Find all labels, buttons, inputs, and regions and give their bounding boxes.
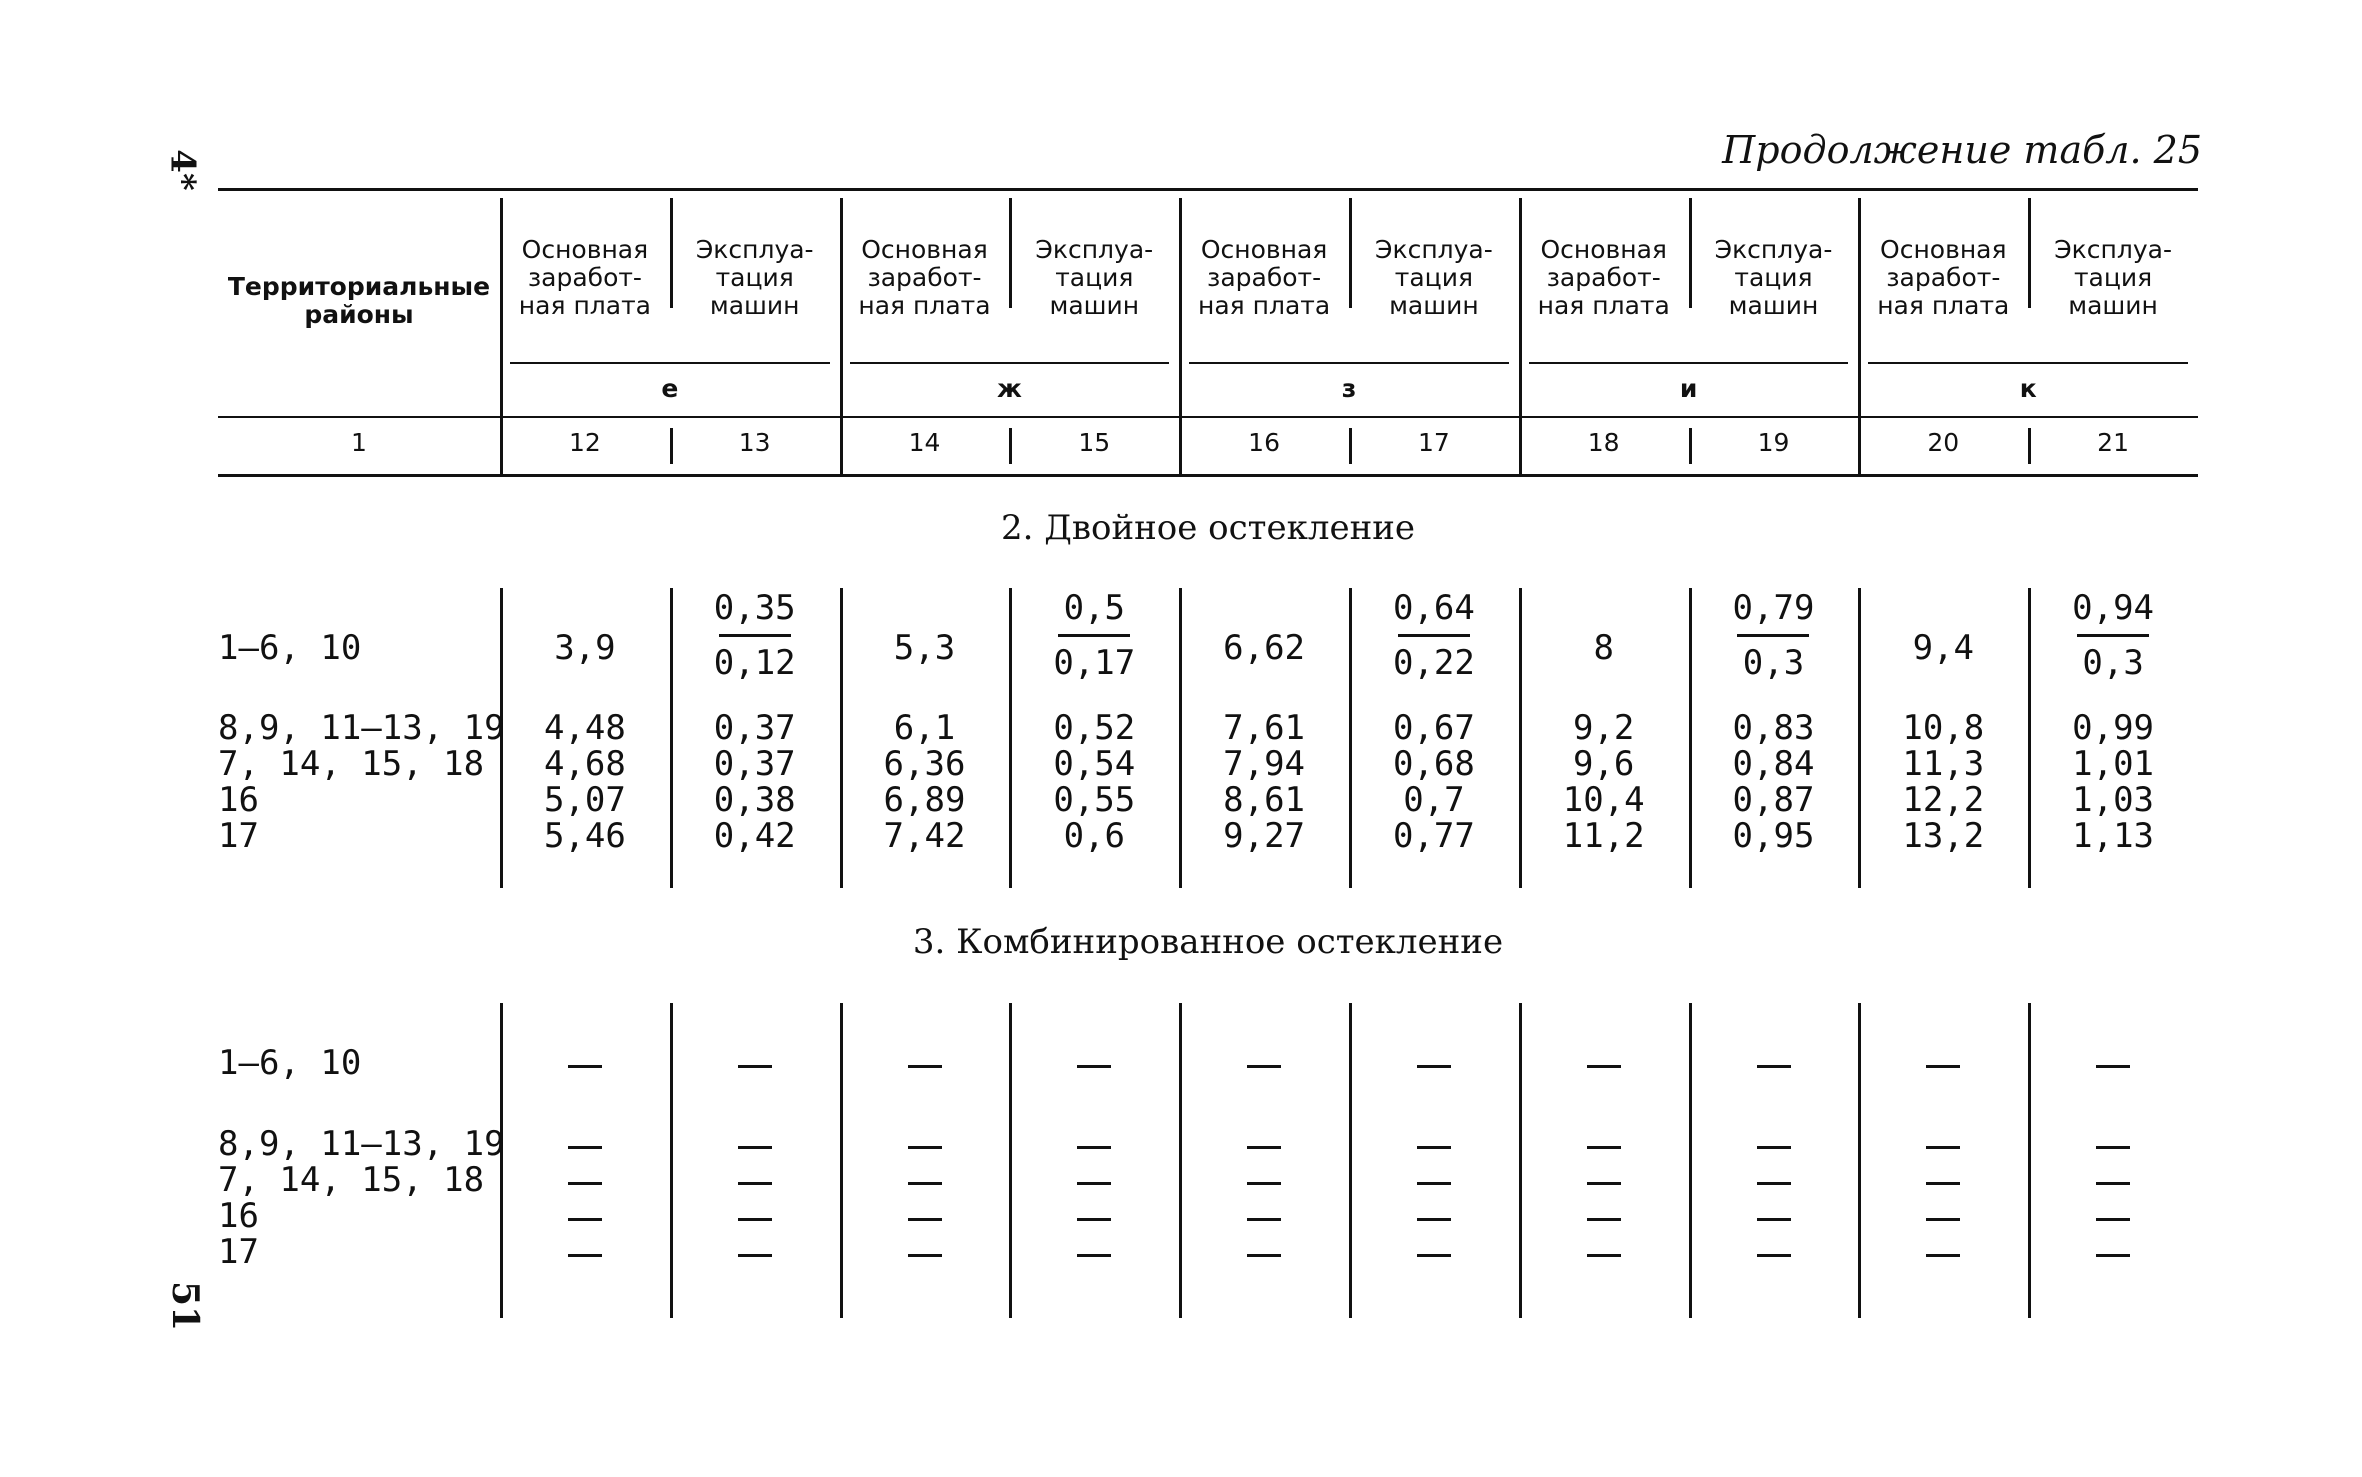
table-cell: 5,46 (543, 816, 626, 856)
empty-dash (1417, 1182, 1451, 1185)
data-table (218, 188, 2198, 1338)
region-label: 1—6, 10 (218, 628, 362, 668)
header-label-salary: Основная заработ- ная плата (1197, 235, 1331, 320)
header-bottom-rule (218, 474, 2198, 477)
table-caption: Продолжение табл. 25 (1722, 128, 2202, 172)
empty-dash (2096, 1065, 2130, 1068)
region-label: 8,9, 11—13, 19 (218, 708, 505, 748)
empty-dash (2096, 1254, 2130, 1257)
page-number: 51 (164, 1280, 207, 1332)
table-cell: 1,01 (2072, 744, 2155, 784)
table-cell: 9,2 (1572, 708, 1635, 748)
top-rule (218, 188, 2198, 191)
group-rule (510, 362, 830, 364)
fraction-numerator: 0,5 (1063, 588, 1125, 628)
empty-dash (738, 1146, 772, 1149)
margin-mark: 4* (162, 149, 203, 191)
body-col-divider (1349, 1003, 1352, 1318)
empty-dash (908, 1182, 942, 1185)
table-cell: 0,42 (713, 816, 796, 856)
section-3-title: 3. Комбинированное остекление (912, 922, 1504, 962)
empty-dash (1077, 1254, 1111, 1257)
empty-dash (908, 1218, 942, 1221)
table-cell: 0,77 (1392, 816, 1475, 856)
empty-dash (1926, 1182, 1960, 1185)
table-cell: 9,6 (1572, 744, 1635, 784)
fraction-bar (1058, 634, 1130, 637)
body-col-divider (840, 1003, 843, 1318)
header-label-machines: Эксплуа- тация машин (1375, 235, 1493, 320)
table-cell: 6,1 (893, 708, 956, 748)
empty-dash (568, 1218, 602, 1221)
region-label: 7, 14, 15, 18 (218, 1160, 485, 1200)
table-cell: 0,87 (1732, 780, 1815, 820)
empty-dash (1757, 1218, 1791, 1221)
fraction-numerator: 0,94 (2072, 588, 2155, 628)
header-label-machines: Эксплуа- тация машин (2054, 235, 2172, 320)
group-letter: и (1679, 374, 1698, 403)
fraction-denominator: 0,17 (1053, 643, 1136, 683)
table-cell: 11,2 (1562, 816, 1645, 856)
region-column-header: Территориальные районы (227, 272, 491, 329)
table-cell: 0,99 (2072, 708, 2155, 748)
group-rule (850, 362, 1170, 364)
header-label-salary: Основная заработ- ная плата (518, 235, 651, 320)
table-cell: 5,3 (893, 628, 956, 668)
fraction-numerator: 0,64 (1392, 588, 1475, 628)
empty-dash (1077, 1065, 1111, 1068)
empty-dash (1247, 1182, 1281, 1185)
col-number: 19 (1757, 428, 1790, 457)
fraction-bar (2077, 634, 2149, 637)
empty-dash (1757, 1146, 1791, 1149)
fraction-bar (1398, 634, 1470, 637)
empty-dash (1077, 1146, 1111, 1149)
colnum-top-rule (500, 416, 2198, 418)
fraction-denominator: 0,22 (1392, 643, 1475, 683)
empty-dash (1926, 1218, 1960, 1221)
region-label: 17 (218, 816, 259, 856)
body-col-divider (2028, 1003, 2031, 1318)
col-number: 16 (1248, 428, 1280, 457)
region-label: 7, 14, 15, 18 (218, 744, 485, 784)
body-col-divider (1179, 1003, 1182, 1318)
group-letter: ж (996, 374, 1022, 403)
table-cell: 0,37 (713, 744, 796, 784)
col-number: 13 (738, 428, 771, 457)
col-number: 20 (1927, 428, 1960, 457)
table-cell: 9,27 (1223, 816, 1306, 856)
group-rule (1189, 362, 1509, 364)
fraction-numerator: 0,35 (713, 588, 796, 628)
table-cell: 0,68 (1392, 744, 1475, 784)
table-cell: 1,13 (2072, 816, 2155, 856)
col-number: 14 (908, 428, 941, 457)
group-letter: е (661, 374, 679, 403)
empty-dash (1587, 1182, 1621, 1185)
table-cell: 4,68 (543, 744, 626, 784)
table-cell: 0,84 (1732, 744, 1815, 784)
empty-dash (2096, 1146, 2130, 1149)
header-label-machines: Эксплуа- тация машин (1714, 235, 1833, 320)
body-col-divider (1009, 1003, 1012, 1318)
empty-dash (1757, 1254, 1791, 1257)
table-cell: 7,61 (1223, 708, 1306, 748)
empty-dash (1757, 1182, 1791, 1185)
col-number: 18 (1587, 428, 1620, 457)
empty-dash (1247, 1218, 1281, 1221)
body-col-divider (1858, 1003, 1861, 1318)
empty-dash (1757, 1065, 1791, 1068)
table-cell: 7,42 (883, 816, 966, 856)
table-cell: 11,3 (1902, 744, 1985, 784)
empty-dash (568, 1254, 602, 1257)
empty-dash (1587, 1146, 1621, 1149)
empty-dash (908, 1065, 942, 1068)
empty-dash (1587, 1065, 1621, 1068)
table-cell: 10,4 (1562, 780, 1645, 820)
table-cell: 0,52 (1053, 708, 1136, 748)
header-label-salary: Основная заработ- ная плата (858, 235, 991, 320)
fraction-denominator: 0,12 (713, 643, 796, 683)
header-label-salary: Основная заработ- ная плата (1537, 235, 1670, 320)
fraction-bar (719, 634, 791, 637)
region-label: 1—6, 10 (218, 1043, 362, 1083)
empty-dash (1417, 1254, 1451, 1257)
col-number: 17 (1417, 428, 1450, 457)
table-cell: 0,38 (713, 780, 796, 820)
fraction-cell (670, 588, 840, 683)
empty-dash (2096, 1218, 2130, 1221)
body-col-divider (670, 1003, 673, 1318)
col-number: 12 (568, 428, 601, 457)
empty-dash (1417, 1146, 1451, 1149)
header-label-machines: Эксплуа- тация машин (695, 235, 814, 320)
empty-dash (1247, 1065, 1281, 1068)
table-cell: 10,8 (1902, 708, 1985, 748)
empty-dash (1417, 1065, 1451, 1068)
empty-dash (908, 1254, 942, 1257)
table-cell: 8,61 (1223, 780, 1306, 820)
empty-dash (1247, 1254, 1281, 1257)
table-cell: 7,94 (1223, 744, 1306, 784)
body-col-divider (1689, 1003, 1692, 1318)
table-cell: 0,67 (1392, 708, 1475, 748)
empty-dash (568, 1146, 602, 1149)
empty-dash (1247, 1146, 1281, 1149)
table-cell: 0,54 (1053, 744, 1136, 784)
fraction-cell (1009, 588, 1179, 683)
table-cell: 3,9 (554, 628, 616, 668)
group-rule (1529, 362, 1849, 364)
empty-dash (1587, 1218, 1621, 1221)
body-col-divider (1519, 1003, 1522, 1318)
table-cell: 0,37 (713, 708, 796, 748)
table-cell: 1,03 (2072, 780, 2155, 820)
group-letter: з (1341, 374, 1357, 403)
table-cell: 0,7 (1403, 780, 1465, 820)
table-cell: 5,07 (543, 780, 626, 820)
region-label: 17 (218, 1232, 259, 1272)
empty-dash (1417, 1218, 1451, 1221)
region-label: 8,9, 11—13, 19 (218, 1124, 505, 1164)
table-cell: 6,36 (883, 744, 966, 784)
col-number: 21 (2097, 428, 2129, 457)
empty-dash (738, 1254, 772, 1257)
fraction-cell (1349, 588, 1519, 683)
empty-dash (2096, 1182, 2130, 1185)
fraction-cell (1689, 588, 1859, 683)
empty-dash (1077, 1182, 1111, 1185)
group-letter: к (2019, 374, 2037, 403)
empty-dash (738, 1218, 772, 1221)
fraction-numerator: 0,79 (1732, 588, 1815, 628)
table-cell: 0,55 (1053, 780, 1136, 820)
table-cell: 8 (1593, 628, 1614, 668)
header-label-salary: Основная заработ- ная плата (1877, 235, 2010, 320)
fraction-denominator: 0,3 (2082, 643, 2144, 683)
empty-dash (568, 1065, 602, 1068)
empty-dash (1587, 1254, 1621, 1257)
table-cell: 4,48 (543, 708, 626, 748)
table-cell: 6,89 (883, 780, 966, 820)
region-label: 16 (218, 1196, 259, 1236)
col-number: 15 (1078, 428, 1111, 457)
table-cell: 12,2 (1902, 780, 1985, 820)
fraction-bar (1737, 634, 1809, 637)
table-cell: 0,83 (1732, 708, 1815, 748)
table-cell: 0,95 (1732, 816, 1815, 856)
table-cell: 9,4 (1912, 628, 1974, 668)
empty-dash (568, 1182, 602, 1185)
group-rule (1868, 362, 2188, 364)
region-label: 16 (218, 780, 259, 820)
empty-dash (1926, 1254, 1960, 1257)
empty-dash (908, 1146, 942, 1149)
empty-dash (738, 1065, 772, 1068)
col-number-1: 1 (351, 428, 367, 457)
table-cell: 6,62 (1223, 628, 1306, 668)
empty-dash (1926, 1065, 1960, 1068)
empty-dash (1077, 1218, 1111, 1221)
table-cell: 0,6 (1063, 816, 1125, 856)
table-cell: 13,2 (1902, 816, 1985, 856)
header-label-machines: Эксплуа- тация машин (1035, 235, 1154, 320)
region-header-rule (218, 416, 500, 418)
empty-dash (738, 1182, 772, 1185)
empty-dash (1926, 1146, 1960, 1149)
section-2-title: 2. Двойное остекление (1000, 508, 1416, 548)
fraction-cell (2028, 588, 2198, 683)
fraction-denominator: 0,3 (1742, 643, 1805, 683)
